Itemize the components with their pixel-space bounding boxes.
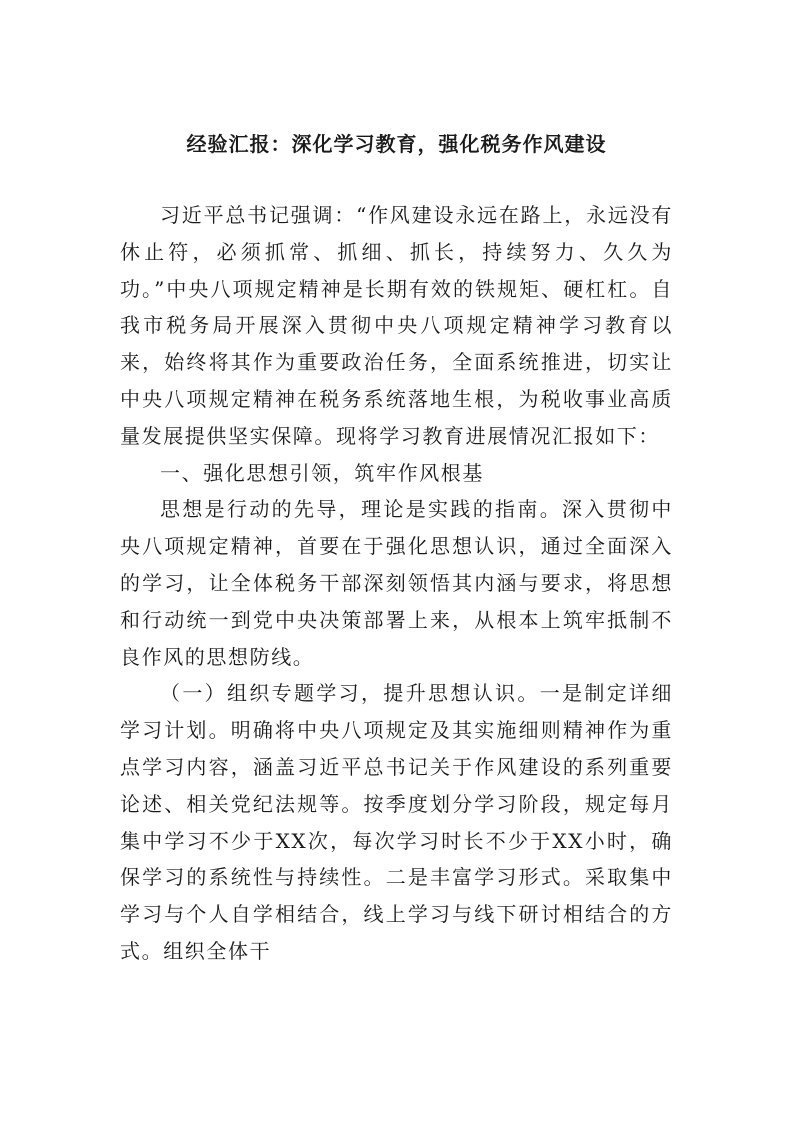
section-paragraph: 思想是行动的先导，理论是实践的指南。深入贯彻中央八项规定精神，首要在于强化思想认识，通过全面深入的学习，让全体税务干部深刻领悟其内涵与要求，将思想和行动统一到党中央决策部署上来，从根本上筑牢抵制不良作风的思想防线。 [120, 497, 673, 669]
intro-paragraph: 习近平总书记强调：“作风建设永远在路上，永远没有休止符，必须抓常、抓细、抓长，持续努力、久久为功。”中央八项规定精神是长期有效的铁规矩、硬杠杠。自我市税务局开展深入贯彻中央八项规定精神学习教育以来，始终将其作为重要政治任务，全面系统推进，切实让中央八项规定精神在税务系统落地生根，为税收事业高质量发展提供坚实保障。现将学习教育进展情况汇报如下： [120, 203, 673, 448]
document-body [120, 197, 673, 970]
document-title: 经验汇报：深化学习教育，强化税务作风建设 [186, 132, 607, 156]
section-heading: 一、强化思想引领，筑牢作风根基 [160, 460, 484, 485]
subsection-paragraph: （一）组织专题学习，提升思想认识。一是制定详细学习计划。明确将中央八项规定及其实施细则精神作为重点学习内容，涵盖习近平总书记关于作风建设的系列重要论述、相关党纪法规等。按季度划分学习阶段，规定每月集中学习不少于XX次，每次学习时长不少于XX小时，确保学习的系统性与持续性。二是丰富学习形式。采取集中学习与个人自学相结合，线上学习与线下研讨相结合的方式。组织全体干 [120, 681, 673, 963]
